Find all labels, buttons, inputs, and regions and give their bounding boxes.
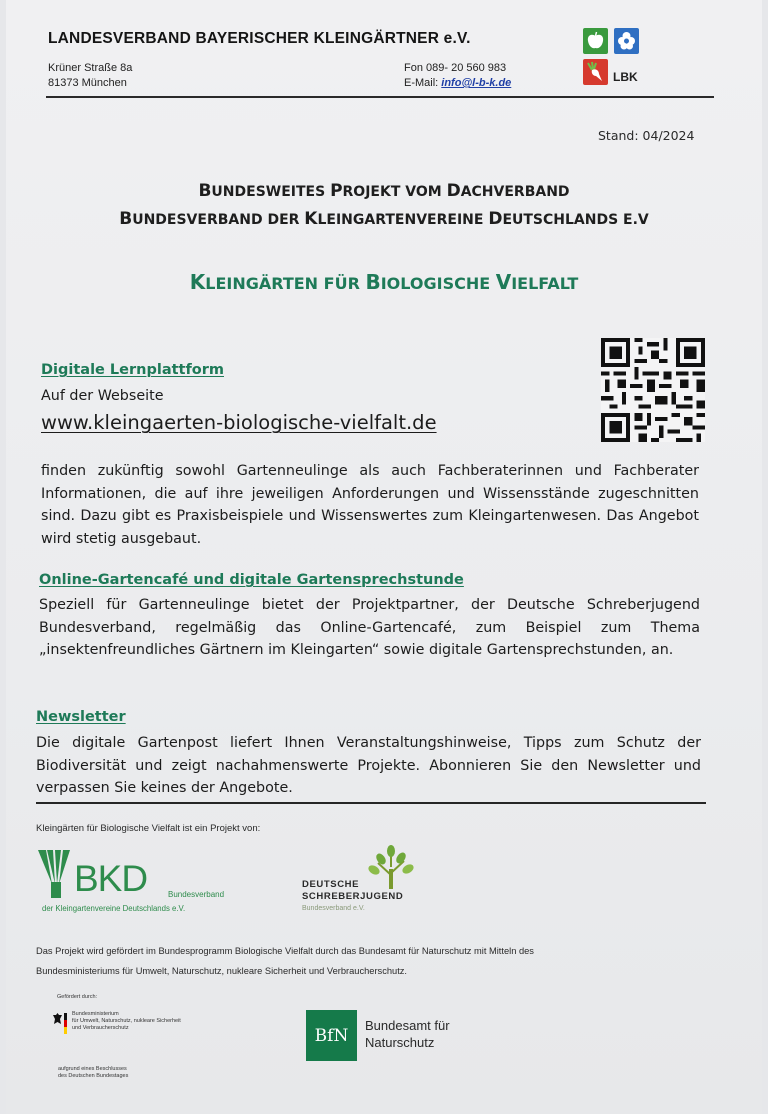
section-heading-lernplattform: Digitale Lernplattform (41, 362, 224, 378)
gefoerdert-durch: Gefördert durch: (57, 994, 98, 1000)
website-link[interactable]: www.kleingaerten-biologische-vielfalt.de (41, 411, 437, 434)
stand-date: Stand: 04/2024 (598, 128, 695, 143)
dsj-line-2: SCHREBERJUGEND (302, 891, 404, 902)
bkd-subtitle: der Kleingartenvereine Deutschlands e.V. (42, 904, 186, 913)
project-title-line-1 (6, 178, 762, 206)
ministry-line: für Umwelt, Naturschutz, nukleare Sicherheit (72, 1018, 181, 1024)
project-title-line-2 (6, 206, 762, 234)
bundestag-line: des Deutschen Bundestages (58, 1073, 129, 1079)
contact-info (404, 61, 511, 91)
title-cap: V (495, 270, 512, 294)
project-of-text: Kleingärten für Biologische Vielfalt ist ein Projekt von: (36, 823, 261, 834)
header-divider (46, 96, 714, 98)
ministry-line: und Verbraucherschutz (72, 1025, 129, 1031)
project-title (6, 178, 762, 234)
title-rest: UNDESVERBAND DER (132, 212, 305, 228)
title-rest: ROJEKT VOM (342, 184, 447, 200)
bundestag-note (58, 1066, 128, 1080)
title-rest: LEINGARTENVEREINE (317, 212, 489, 228)
german-flag (64, 1013, 67, 1034)
organization-name: LANDESVERBAND BAYERISCHER KLEINGÄRTNER e.V. (48, 30, 471, 47)
address-street: Krüner Straße 8a (48, 62, 133, 74)
qr-code-icon[interactable] (601, 338, 705, 442)
newsletter-body: Die digitale Gartenpost liefert Ihnen Veranstaltungshinweise, Tipps zum Schutz der Biodiversität und zeigt nachahmenswerte Projekte. Abonnieren Sie den Newsletter und verpassen Sie keines der Angebote. (36, 735, 701, 796)
title-rest: LEINGÄRTEN FÜR (205, 274, 366, 293)
bkd-logo-text: BKD (74, 858, 148, 899)
dsj-line-3: Bundesverband e.V. (302, 905, 365, 912)
main-title (6, 270, 762, 294)
title-cap: P (330, 181, 343, 201)
title-cap: B (119, 209, 133, 229)
title-cap: D (446, 181, 461, 201)
flower-icon (614, 28, 639, 54)
bfn-logo: BfN (306, 1010, 357, 1061)
funding-line-2: Bundesministeriums für Umwelt, Naturschutz, nukleare Sicherheit und Verbraucherschutz. (36, 966, 408, 976)
lbk-logo-text: LBK (613, 70, 638, 84)
title-cap: B (198, 181, 212, 201)
bfn-name (365, 1017, 450, 1051)
lernplattform-body: finden zukünftig sowohl Gartenneulinge als auch Fachberaterinnen und Fachberater Informationen, die auf ihre jeweiligen Anforderungen und Wissensstände zugeschnitten sind. Dazu gibt es Praxisbeispiele und Wissenswertes zum Kleingartenwesen. Das Angebot wird stetig ausgebaut. (41, 463, 699, 547)
title-cap: K (189, 270, 206, 294)
title-rest: UNDESWEITES (211, 184, 331, 200)
radish-icon (583, 59, 608, 85)
bfn-name-line-1: Bundesamt für (365, 1018, 450, 1033)
gartencafe-body: Speziell für Gartenneulinge bietet der Projektpartner, der Deutsche Schreberjugend Bundesverband, regelmäßig das Online-Gartencafé, zum Beispiel zum Thema „insektenfreundliches Gärtnern im Kleingarten“ sowie digitale Gartensprechstunden, an. (39, 597, 700, 658)
section-heading-newsletter: Newsletter (36, 709, 126, 725)
tree-icon (368, 845, 414, 889)
email-line (404, 76, 511, 91)
title-rest: ACHVERBAND (460, 184, 570, 200)
title-rest: IELFALT (511, 274, 579, 293)
bkd-logo-icon (36, 848, 78, 898)
title-rest: EUTSCHLANDS E.V (502, 212, 649, 228)
flyer-page (6, 0, 762, 1114)
apple-icon (583, 28, 608, 54)
title-rest: IOLOGISCHE (380, 274, 496, 293)
bkd-bundesverband: Bundesverband (168, 890, 225, 899)
content-divider (36, 802, 706, 804)
dsj-line-1: DEUTSCHE (302, 879, 360, 890)
postal-address (48, 61, 132, 91)
ministry-line: Bundesministerium (72, 1011, 119, 1017)
bfn-name-line-2: Naturschutz (365, 1035, 435, 1050)
ministry-name (72, 1011, 181, 1032)
phone-number: Fon 089- 20 560 983 (404, 62, 507, 74)
email-label: E-Mail: (404, 77, 442, 89)
title-cap: B (365, 270, 381, 294)
lernplattform-intro: Auf der Webseite (41, 388, 164, 404)
federal-eagle-icon (52, 1012, 63, 1026)
title-cap: D (488, 209, 503, 229)
address-city: 81373 München (48, 77, 127, 89)
section-heading-gartencafe: Online-Gartencafé und digitale Gartensprechstunde (39, 572, 464, 588)
funding-line-1: Das Projekt wird gefördert im Bundesprogramm Biologische Vielfalt durch das Bundesamt für Naturschutz mit Mitteln des (36, 946, 534, 956)
email-link[interactable]: info@l-b-k.de (441, 77, 512, 89)
bundestag-line: aufgrund eines Beschlusses (58, 1066, 127, 1072)
title-cap: K (304, 209, 318, 229)
